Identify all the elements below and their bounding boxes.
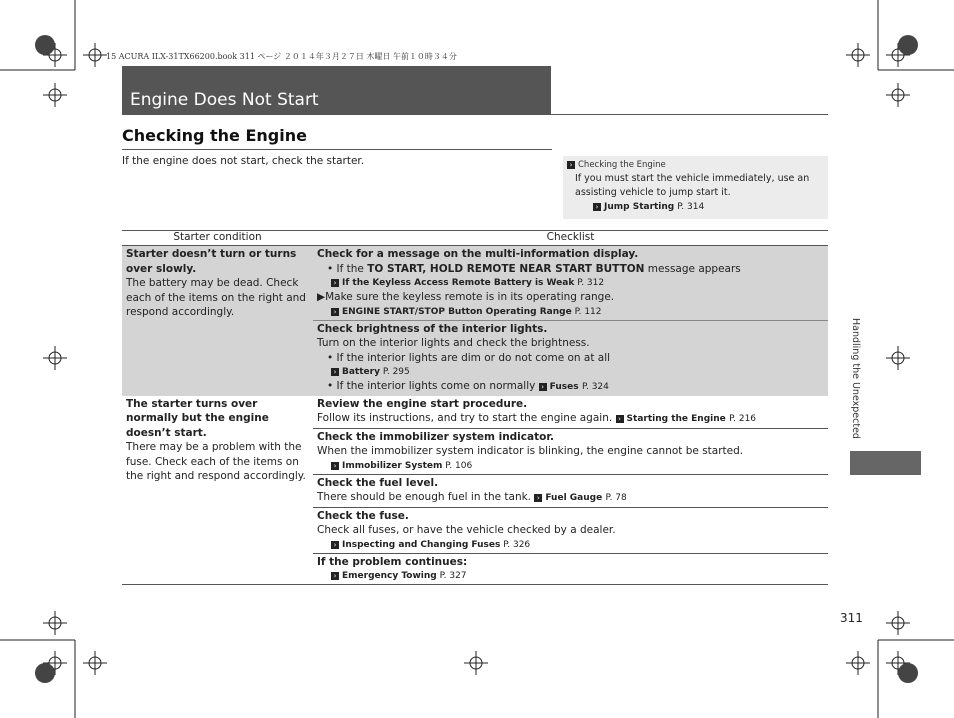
link-arrow-icon: › (539, 383, 547, 391)
page-ref: P. 324 (581, 382, 609, 392)
page-ref: P. 312 (577, 278, 605, 288)
column-header: Checklist (546, 231, 595, 243)
line-text: ▶Make sure the keyless remote is in its operating range. (317, 291, 615, 303)
note-title: Checking the Engine (578, 160, 666, 170)
checklist-title: Check the immobilizer system indicator. (317, 430, 554, 443)
link-label[interactable]: Jump Starting (604, 202, 675, 212)
reference-link[interactable]: Immobilizer System (342, 460, 443, 471)
page-ref: P. 106 (445, 460, 473, 471)
condition-text: The battery may be dead. Check each of the items on the right and respond accordingly. (126, 277, 306, 318)
link-arrow-icon: › (616, 415, 624, 423)
line-text: There should be enough fuel in the tank. (317, 491, 535, 503)
line-text: When the immobilizer system indicator is blinking, the engine cannot be started. (317, 445, 744, 457)
condition-text: There may be a problem with the fuse. Check each of the items on the right and respond accordingly. (126, 441, 306, 482)
page-ref: P. 112 (574, 306, 602, 317)
checklist-title: Check the fuel level. (317, 476, 439, 489)
note-marker-icon: › (567, 161, 575, 169)
line-text: message appears (644, 262, 741, 275)
link-arrow-icon: › (331, 541, 339, 549)
reference-link[interactable]: Starting the Engine (626, 414, 726, 424)
link-arrow-icon: › (331, 308, 339, 316)
reference-link[interactable]: If the Keyless Access Remote Battery is Weak (342, 278, 575, 288)
page-ref: P. 326 (503, 539, 531, 550)
reference-link[interactable]: Fuses (549, 382, 579, 392)
reference-link[interactable]: Emergency Towing (342, 571, 437, 581)
reference-link[interactable]: ENGINE START/STOP Button Operating Range (342, 306, 572, 317)
reference-link[interactable]: Battery (342, 367, 380, 377)
checklist-title: Check brightness of the interior lights. (317, 322, 548, 335)
link-arrow-icon: › (331, 572, 339, 580)
page-ref: P. 314 (677, 202, 705, 212)
checklist-title: Review the engine start procedure. (317, 397, 528, 410)
line-text: If the interior lights come on normally (336, 380, 539, 392)
page-title: Engine Does Not Start (122, 66, 551, 114)
section-title: Checking the Engine (122, 126, 307, 145)
column-header: Starter condition (173, 231, 262, 243)
intro-text: If the engine does not start, check the starter. (122, 155, 365, 167)
link-arrow-icon: › (593, 203, 601, 211)
page-ref: P. 78 (605, 493, 627, 503)
condition-title: Starter doesn’t turn or turns over slowly. (126, 248, 297, 275)
reference-link[interactable]: Inspecting and Changing Fuses (342, 539, 501, 550)
checklist-title: Check for a message on the multi-information display. (317, 248, 639, 260)
line-text: Follow its instructions, and try to start the engine again. (317, 412, 616, 424)
line-text: If the interior lights are dim or do not come on at all (336, 351, 611, 364)
line-text: Turn on the interior lights and check the brightness. (317, 337, 590, 349)
link-arrow-icon: › (534, 494, 542, 502)
page-ref: P. 295 (382, 367, 410, 377)
note-body: If you must start the vehicle immediately, use an assisting vehicle to jump start it. (575, 173, 810, 198)
line-text: Check all fuses, or have the vehicle checked by a dealer. (317, 524, 616, 536)
page-ref: P. 216 (729, 414, 757, 424)
reference-link[interactable]: Fuel Gauge (545, 493, 603, 503)
checklist-title: Check the fuse. (317, 509, 409, 522)
checklist-title: If the problem continues: (317, 555, 468, 568)
link-arrow-icon: › (331, 368, 339, 376)
condition-title: The starter turns over normally but the engine doesn’t start. (126, 397, 269, 439)
link-arrow-icon: › (331, 462, 339, 470)
print-header: 15 ACURA ILX-31TX66200.book 311 ページ ２０１４年３月２７日 木曜日 午前１０時３４分 (106, 52, 457, 61)
page-ref: P. 327 (439, 571, 467, 581)
message-text: TO START, HOLD REMOTE NEAR START BUTTON (367, 262, 645, 275)
side-tab-label[interactable]: Handling the Unexpected (850, 318, 861, 439)
link-arrow-icon: › (331, 279, 339, 287)
line-text: If the (336, 262, 368, 275)
page-number: 311 (840, 611, 863, 625)
